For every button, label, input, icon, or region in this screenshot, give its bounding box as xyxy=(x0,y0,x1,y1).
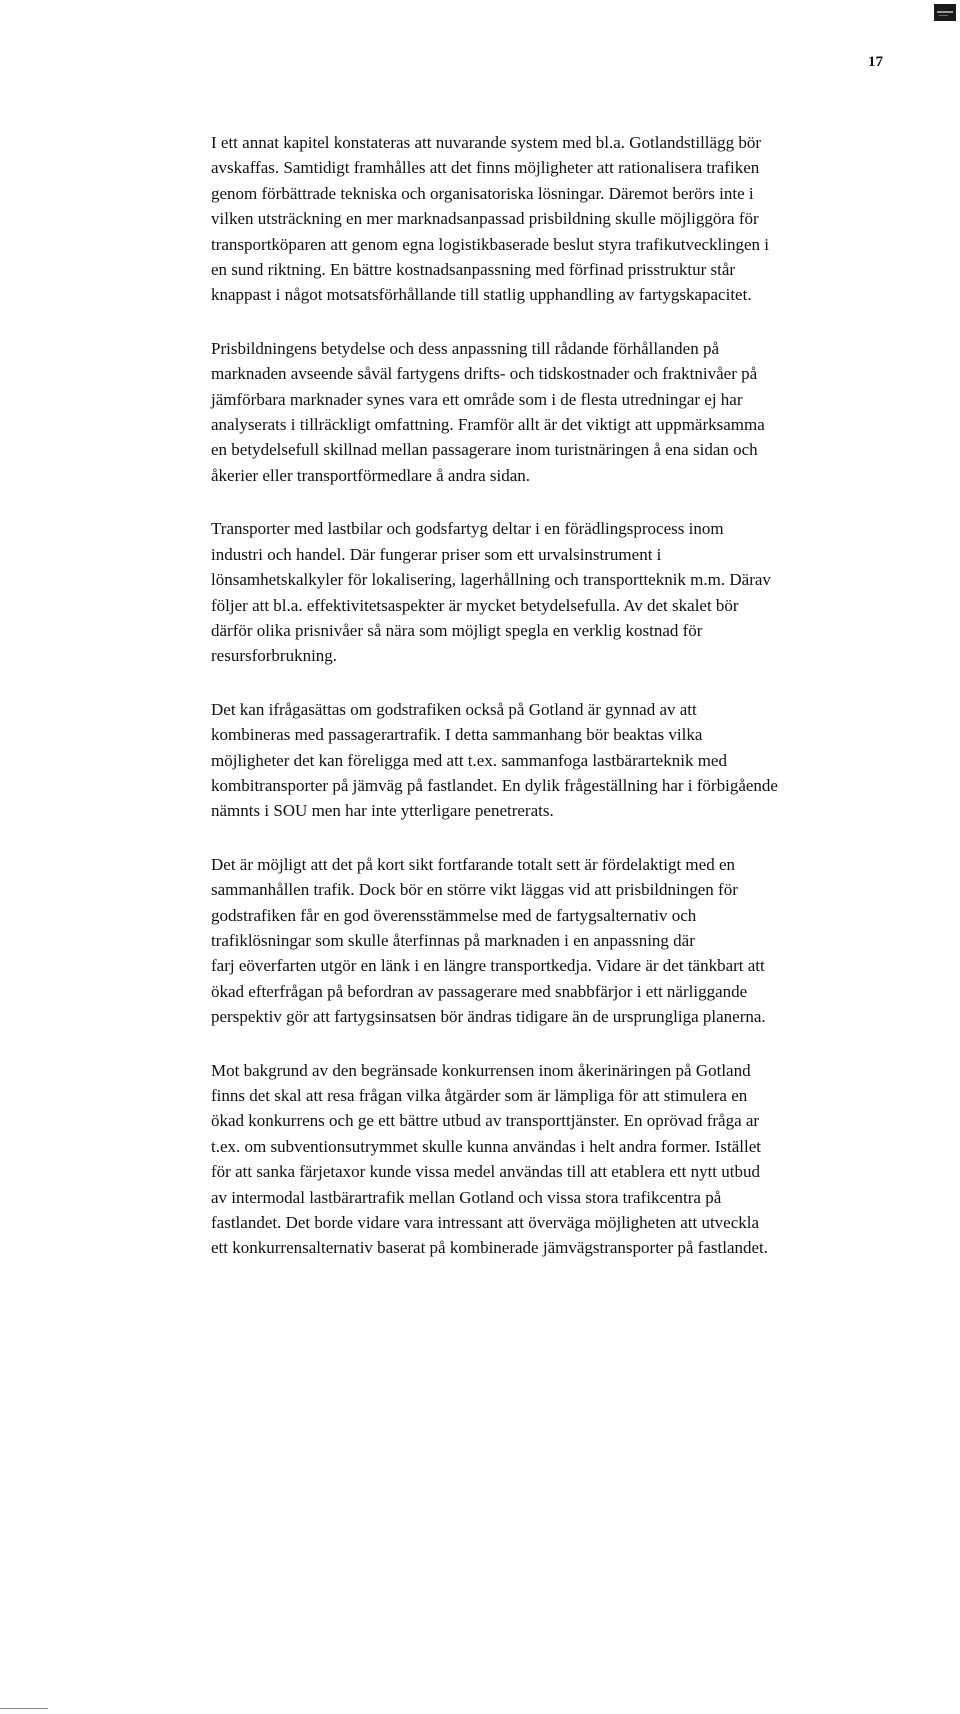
page-number: 17 xyxy=(868,54,883,70)
paragraph-5: Det är möjligt att det på kort sikt fortfarande totalt sett är fördelaktigt med en sammanhållen trafik. Dock bör en större vikt läggas vid att prisbildningen för godstrafiken får en god överensstämmelse med de fartygsalternativ och trafiklösningar som skulle återfinnas på marknaden i en anpassning där farj eöverfarten utgör en länk i en längre transportkedja. Vidare är det tänkbart att ökad efterfrågan på befordran av passagerare med snabbfärjor i ett närliggande perspektiv gör att fartygsinsatsen bör ändras tidigare än de ursprungliga planerna. xyxy=(211,854,766,1027)
paragraph-2: Prisbildningens betydelse och dess anpassning till rådande förhållanden på marknaden avseende såväl fartygens drifts- och tidskostnader och fraktnivåer på jämförbara marknader synes vara ett område som i de flesta utredningar ej har analyserats i tillräckligt omfattning. Framför allt är det viktigt att uppmärksamma en betydelsefull skillnad mellan passagerare inom turistnäringen å ena sidan och åkerier eller transportförmedlare å andra sidan. xyxy=(211,338,765,485)
paragraph-6: Mot bakgrund av den begränsade konkurrensen inom åkerinäringen på Gotland finns det skal att resa frågan vilka åtgärder som är lämpliga för att stimulera en ökad konkurrens och ge ett bättre utbud av transporttjänster. En oprövad fråga ar t.ex. om subventionsutrymmet skulle kunna användas i helt andra former. Istället för att sanka färjetaxor kunde vissa medel användas till att etablera ett nytt utbud av intermodal lastbärartrafik mellan Gotland och vissa stora trafikcentra på fastlandet. Det borde vidare vara intressant att överväga möjligheten att utveckla ett konkurrensalternativ baserat på kombinerade jämvägstransporter på fastlandet. xyxy=(211,1060,769,1258)
document-body xyxy=(211,130,901,1289)
paragraph-4: Det kan ifrågasättas om godstrafiken också på Gotland är gynnad av att kombineras med passagerartrafik. I detta sammanhang bör beaktas vilka möjligheter det kan föreligga med att t.ex. sammanfoga lastbärarteknik med kombitransporter på jämväg på fastlandet. En dylik frågeställning har i förbigående nämnts i SOU men har inte ytterligare penetrerats. xyxy=(211,699,778,821)
paragraph-3: Transporter med lastbilar och godsfartyg deltar i en förädlingsprocess inom industri och handel. Där fungerar priser som ett urvalsinstrument i lönsamhetskalkyler för lokalisering, lagerhållning och transportteknik m.m. Därav följer att bl.a. effektivitetsaspekter är mycket betydelsefulla. Av det skalet bör därför olika prisnivåer så nära som möjligt spegla en verklig kostnad för resursforbrukning. xyxy=(211,519,771,666)
paragraph-1: I ett annat kapitel konstateras att nuvarande system med bl.a. Gotlandstillägg bör avskaffas. Samtidigt framhålles att det finns möjligheter att rationalisera trafiken genom förbättrade tekniska och organisatoriska lösningar. Däremot berörs inte i vilken utsträckning en mer marknadsanpassad prisbildning skulle möjliggöra för transportköparen att genom egna logistikbaserade beslut styra trafikutvecklingen i en sund riktning. En bättre kostnadsanpassning med förfinad prisstruktur står knappast i något motsatsförhållande till statlig upphandling av fartygskapacitet. xyxy=(211,133,769,305)
scan-corner-mark xyxy=(934,4,956,21)
footer-rule xyxy=(0,1708,48,1709)
